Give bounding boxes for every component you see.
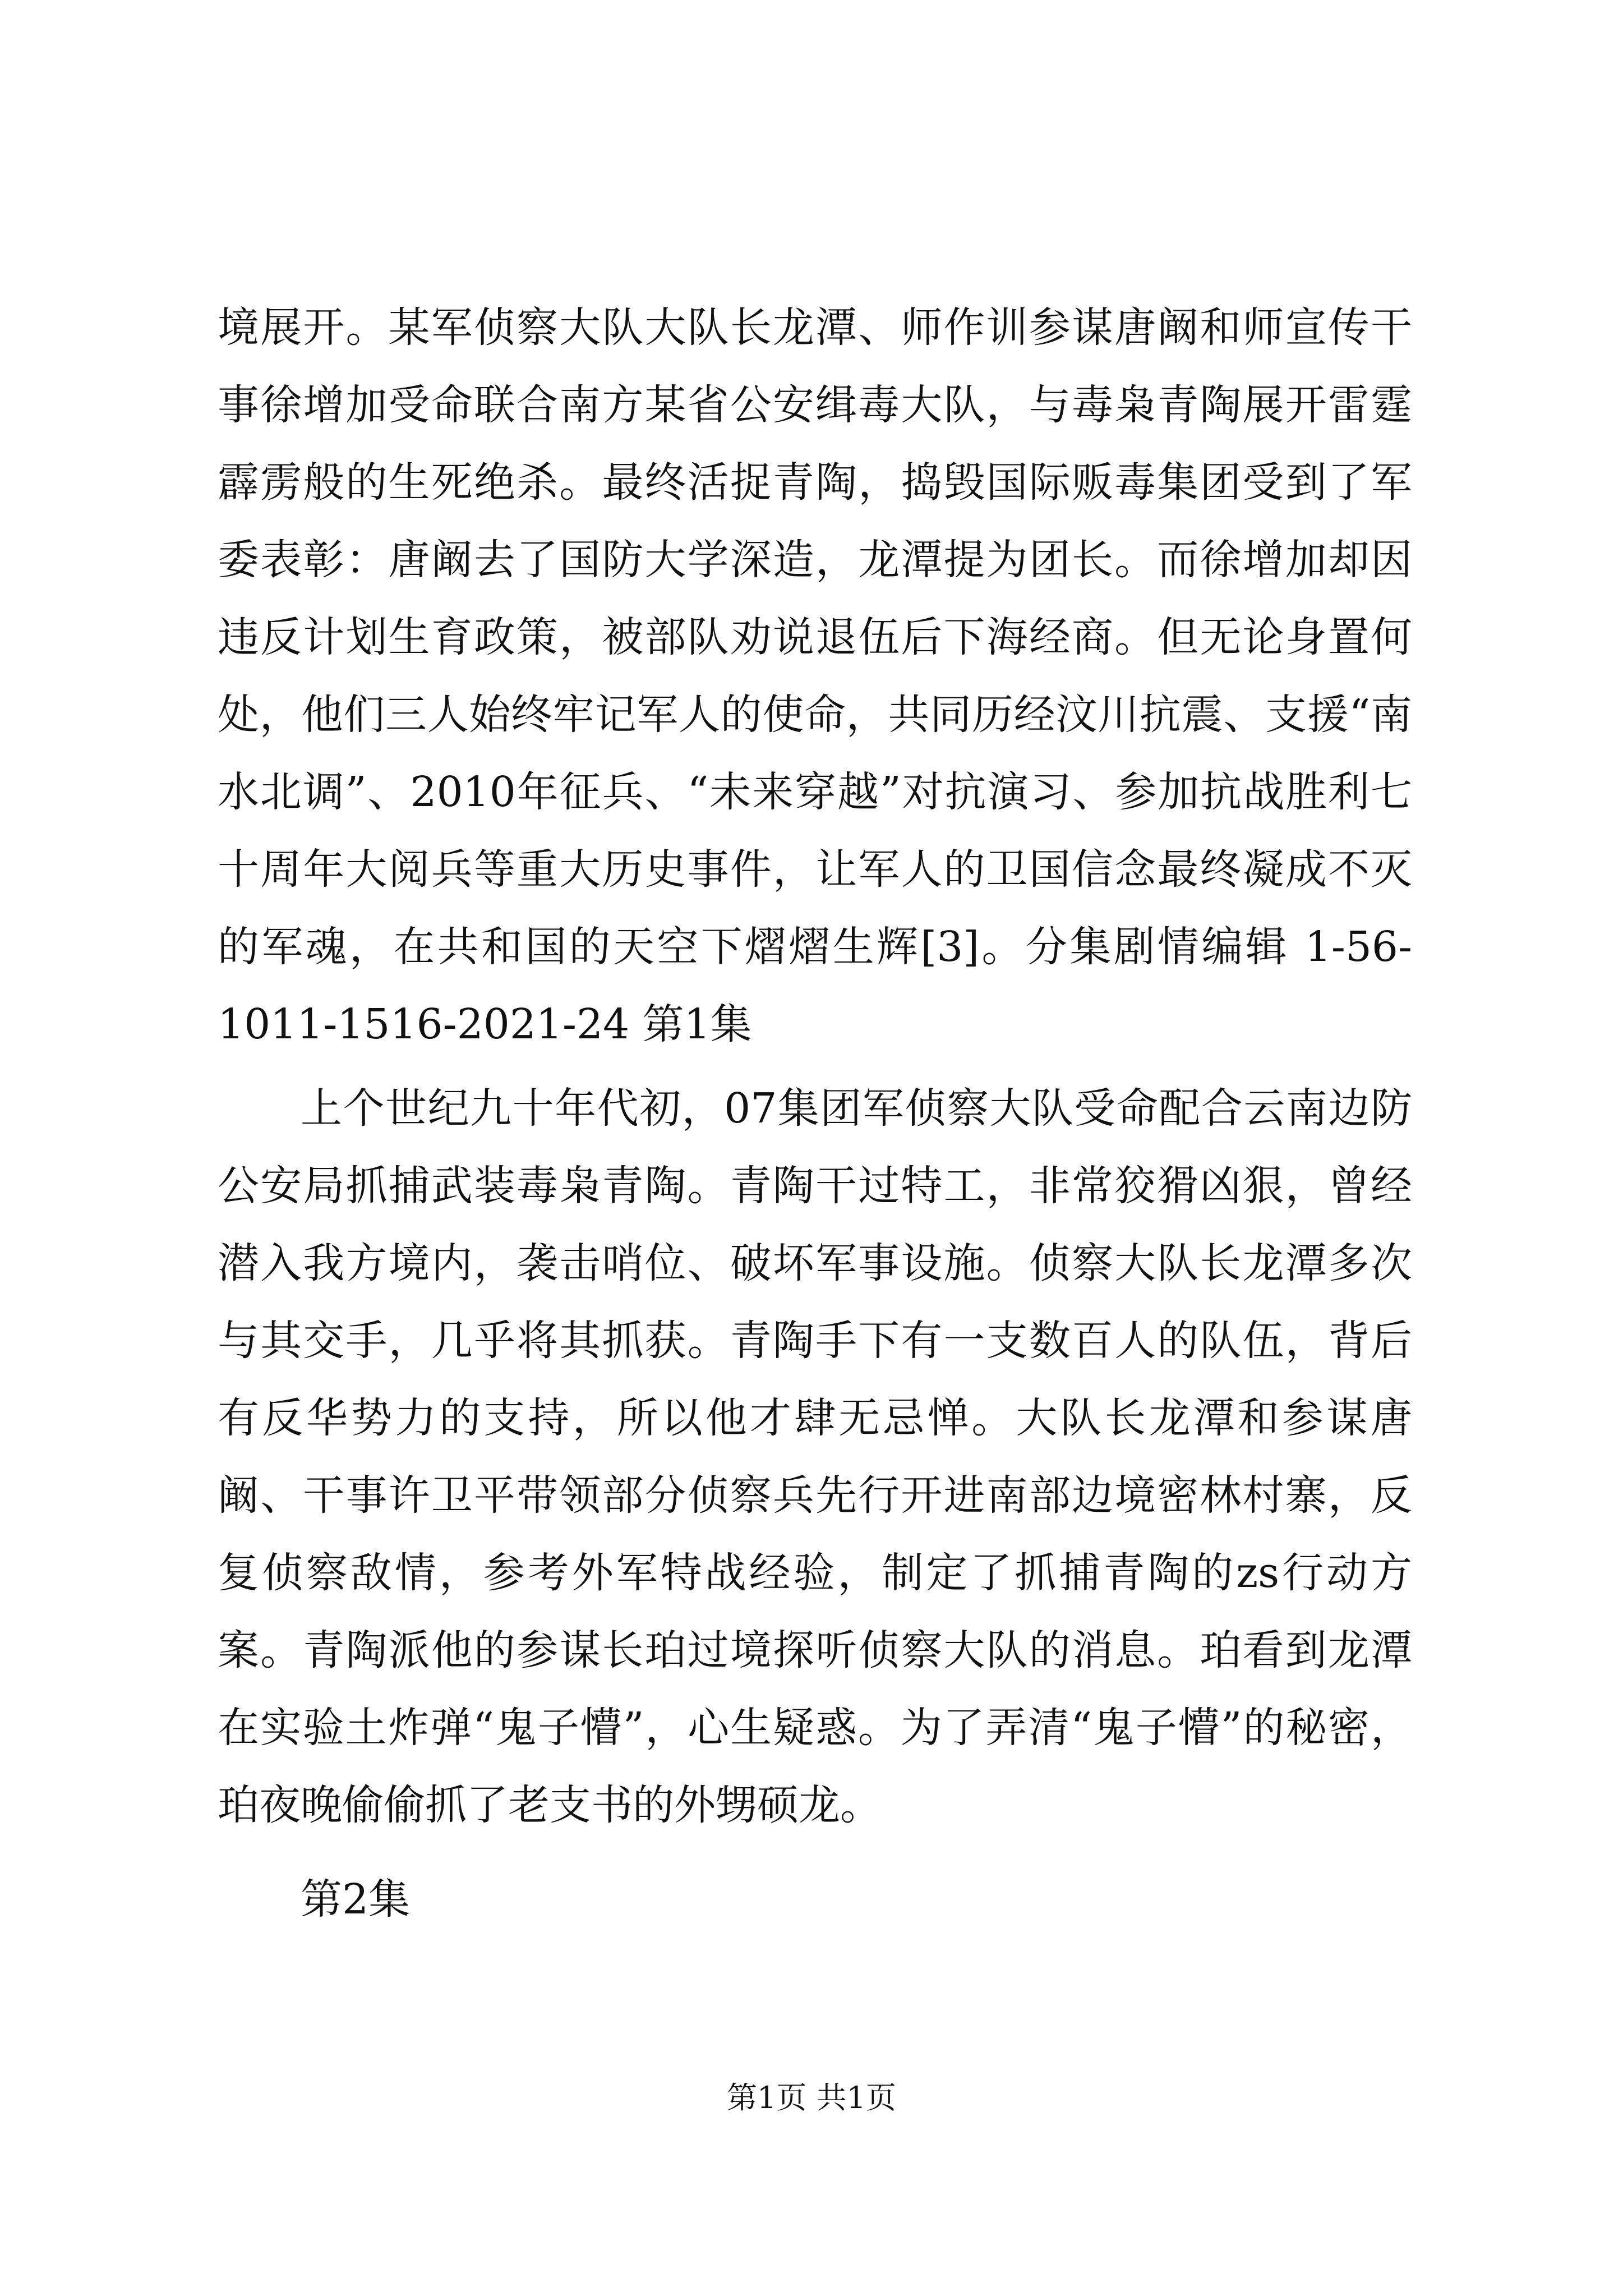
document-body xyxy=(218,289,1412,1938)
page-footer: 第1页 共1页 xyxy=(727,2080,896,2115)
episode-heading: 第2集 xyxy=(301,1875,411,1924)
paragraph-continuation: 境展开。某军侦察大队大队长龙潭、师作训参谋唐阚和师宣传干事徐增加受命联合南方某省公安缉毒大队，与毒枭青陶展开雷霆霹雳般的生死绝杀。最终活捉青陶，捣毁国际贩毒集团受到了军委表彰：唐阚去了国防大学深造，龙潭提为团长。而徐增加却因违反计划生育政策，被部队劝说退伍后下海经商。但无论身置何处，他们三人始终牢记军人的使命，共同历经汶川抗震、支援“南水北调”、2010年征兵、“未来穿越”对抗演习、参加抗战胜利七十周年大阅兵等重大历史事件，让军人的卫国信念最终凝成不灭的军魂，在共和国的天空下熠熠生辉[3]。分集剧情编辑 1-56-1011-1516-2021-24 第1集 xyxy=(218,303,1412,1048)
paragraph-episode-1: 上个世纪九十年代初，07集团军侦察大队受命配合云南边防公安局抓捕武装毒枭青陶。青陶干过特工，非常狡猾凶狠，曾经潜入我方境内，袭击哨位、破坏军事设施。侦察大队长龙潭多次与其交手，几乎将其抓获。青陶手下有一支数百人的队伍，背后有反华势力的支持，所以他才肆无忌惮。大队长龙潭和参谋唐阚、干事许卫平带领部分侦察兵先行开进南部边境密林村寨，反复侦察敌情，参考外军特战经验，制定了抓捕青陶的zs行动方案。青陶派他的参谋长珀过境探听侦察大队的消息。珀看到龙潭在实验土炸弹“鬼子懵”，心生疑惑。为了弄清“鬼子懵”的秘密，珀夜晚偷偷抓了老支书的外甥硕龙。 xyxy=(218,1084,1412,1829)
